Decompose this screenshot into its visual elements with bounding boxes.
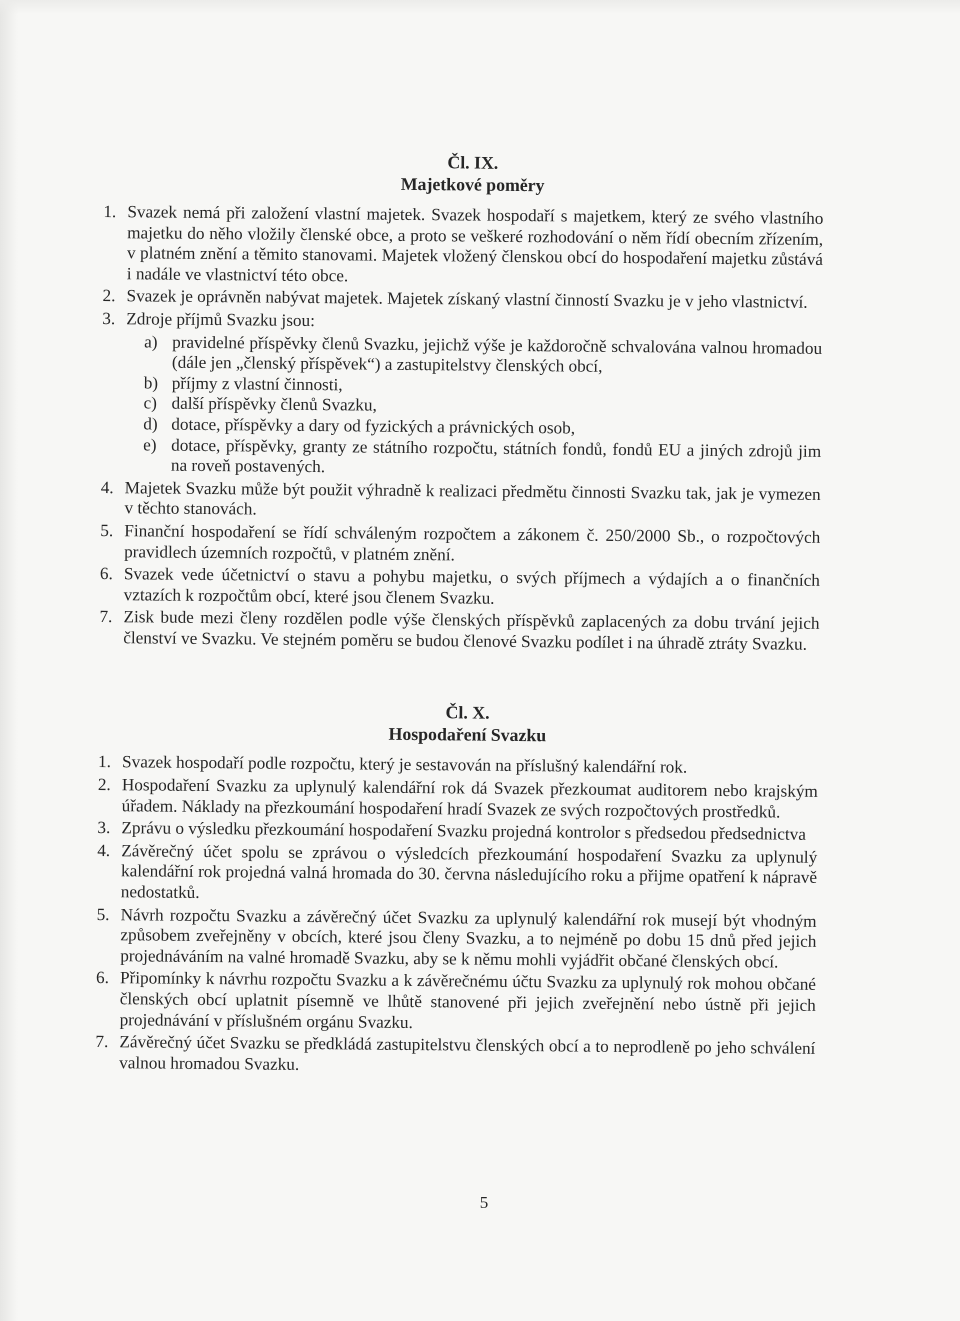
item-text: Zprávu o výsledku přezkoumání hospodaření Svazku projedná kontrolor s předsedou předsednictva: [121, 818, 807, 845]
sub-item-letter: a): [144, 331, 158, 352]
sub-item-letter: c): [143, 393, 158, 413]
item-number: 3.: [102, 308, 116, 329]
list-item: [100, 521, 820, 569]
page-edge-shadow: [0, 0, 18, 1321]
item-number: 6.: [99, 564, 113, 584]
article-title: Majetkové poměry: [400, 173, 545, 196]
item-text: Připomínky k návrhu rozpočtu Svazku a k závěrečnému účtu Svazku za uplynulý rok mohou občané členských obcí uplatnit písemně ve lhůtě stanovené při jejich zveřejnění nebo ústně při jejich projednávání v příslušném orgánu Svazku.: [119, 968, 817, 1032]
item-number: 3.: [97, 818, 111, 838]
article-x-heading: [98, 698, 818, 749]
item-number: 7.: [95, 1032, 109, 1052]
item-number: 1.: [98, 752, 112, 772]
page-number: 5: [479, 1193, 489, 1212]
article-number: Čl. X.: [445, 702, 490, 724]
item-number: 2.: [97, 775, 111, 795]
item-text: Zdroje příjmů Svazku jsou:: [126, 309, 316, 331]
page-top-shadow: [0, 0, 960, 14]
list-item: [101, 309, 823, 483]
document-body: [95, 148, 824, 1082]
article-x-items: [95, 752, 818, 1080]
item-text: Svazek hospodaří podle rozpočtu, který je sestavován na příslušný kalendářní rok.: [122, 752, 688, 778]
list-item: [100, 564, 820, 612]
item-number: 4.: [97, 840, 111, 860]
item-number: 5.: [96, 904, 110, 924]
sub-item-letter: d): [143, 414, 158, 434]
sub-item: [125, 435, 821, 483]
item-number: 2.: [102, 286, 116, 306]
list-item: [99, 607, 819, 655]
list-item: [98, 775, 818, 823]
item-text: Návrh rozpočtu Svazku a závěrečný účet Svazku za uplynulý kalendářní rok musejí být vhodným způsobem zveřejněny v obcích, které jsou členy Svazku, a to nejméně po dobu 15 dnů před jejich projednáváním na valné hromadě Svazku, aby se k němu mohli vyjádřit občané členských obcí.: [120, 904, 817, 972]
list-item: [96, 968, 817, 1037]
list-item: [97, 841, 818, 910]
sub-item-text: pravidelné příspěvky členů Svazku, jejichž výše je každoročně schvalována valnou hromadou (dále jen „členský příspěvek“) a zastupitelstvy členských obcí,: [171, 332, 823, 376]
item-text: Finanční hospodaření se řídí schváleným rozpočtem a zákonem č. 250/2000 Sb., o rozpočtových pravidlech územních rozpočtů, v platném znění.: [124, 521, 821, 564]
item-text: Závěrečný účet spolu se zprávou o výsledcích přezkoumání hospodaření Svazku za uplynulý kalendářní rok projedná valná hromada do 30. června následujícího roku a přijme opatření k nápravě nedostatků.: [120, 841, 818, 902]
list-item: [96, 905, 817, 974]
sub-item-text: příjmy z vlastní činnosti,: [171, 373, 343, 395]
item-number: 5.: [100, 520, 114, 541]
income-sources-list: [125, 332, 822, 483]
item-text: Závěrečný účet Svazku se předkládá zastupitelstvu členských obcí a to neprodleně po jeho schválení valnou hromadou Svazku.: [119, 1032, 816, 1074]
sub-item-text: dotace, příspěvky, granty ze státního rozpočtu, státních fondů, fondů EU a jiných zdrojů jim na roveň postavených.: [170, 435, 822, 477]
item-text: Svazek je oprávněn nabývat majetek. Majetek získaný vlastní činností Svazku je v jeho vlastnictví.: [126, 286, 808, 313]
item-number: 4.: [100, 477, 114, 497]
item-text: Svazek nemá při založení vlastní majetek. Svazek hospodaří s majetkem, který ze svého vlastního majetku do něho vložily členské obce, a proto se veškeré rozhodování o něm řídí obecním zřízením, v platném znění a těmito stanovami. Majetek vložený členskou obcí do hospodaření majetku zůstává i nadále ve vlastnictví této obce.: [126, 202, 824, 286]
item-text: Majetek Svazku může být použit výhradně k realizaci předmětu činnosti Svazku tak, jak je vymezen v těchto stanovách.: [124, 477, 821, 519]
item-text: Svazek vede účetnictví o stavu a pohybu majetku, o svých příjmech a výdajích a o finančních vztazích k rozpočtům obcí, které jsou členem Svazku.: [123, 564, 820, 608]
article-ix-heading: [104, 148, 824, 199]
list-item: [95, 1032, 815, 1080]
item-number: 6.: [95, 968, 110, 988]
item-number: 1.: [103, 201, 117, 222]
item-text: Zisk bude mezi členy rozdělen podle výše členských příspěvků zaplacených za dobu trvání jejich členství ve Svazku. Ve stejném poměru se budou členové Svazku podílet i na úhradě ztráty Svazku.: [123, 607, 820, 654]
sub-item: [126, 332, 822, 380]
item-text: Hospodaření Svazku za uplynulý kalendářní rok dá Svazek přezkoumat auditorem nebo krajským úřadem. Náklady na přezkoumání hospodaření hradí Svazek ze svých rozpočtových prostředků.: [121, 775, 818, 822]
article-number: Čl. IX.: [447, 152, 499, 173]
sub-item-text: dotace, příspěvky a dary od fyzických a právnických osob,: [171, 414, 576, 438]
article-ix-items: [99, 202, 823, 655]
sub-item-text: další příspěvky členů Svazku,: [171, 394, 377, 415]
sub-item-letter: e): [143, 434, 157, 455]
list-item: [100, 478, 820, 526]
sub-item-letter: b): [143, 373, 159, 393]
item-number: 7.: [99, 607, 113, 627]
article-title: Hospodaření Svazku: [388, 724, 547, 746]
list-item: [103, 202, 824, 291]
article-ix: [99, 148, 824, 655]
article-x: [95, 698, 819, 1080]
